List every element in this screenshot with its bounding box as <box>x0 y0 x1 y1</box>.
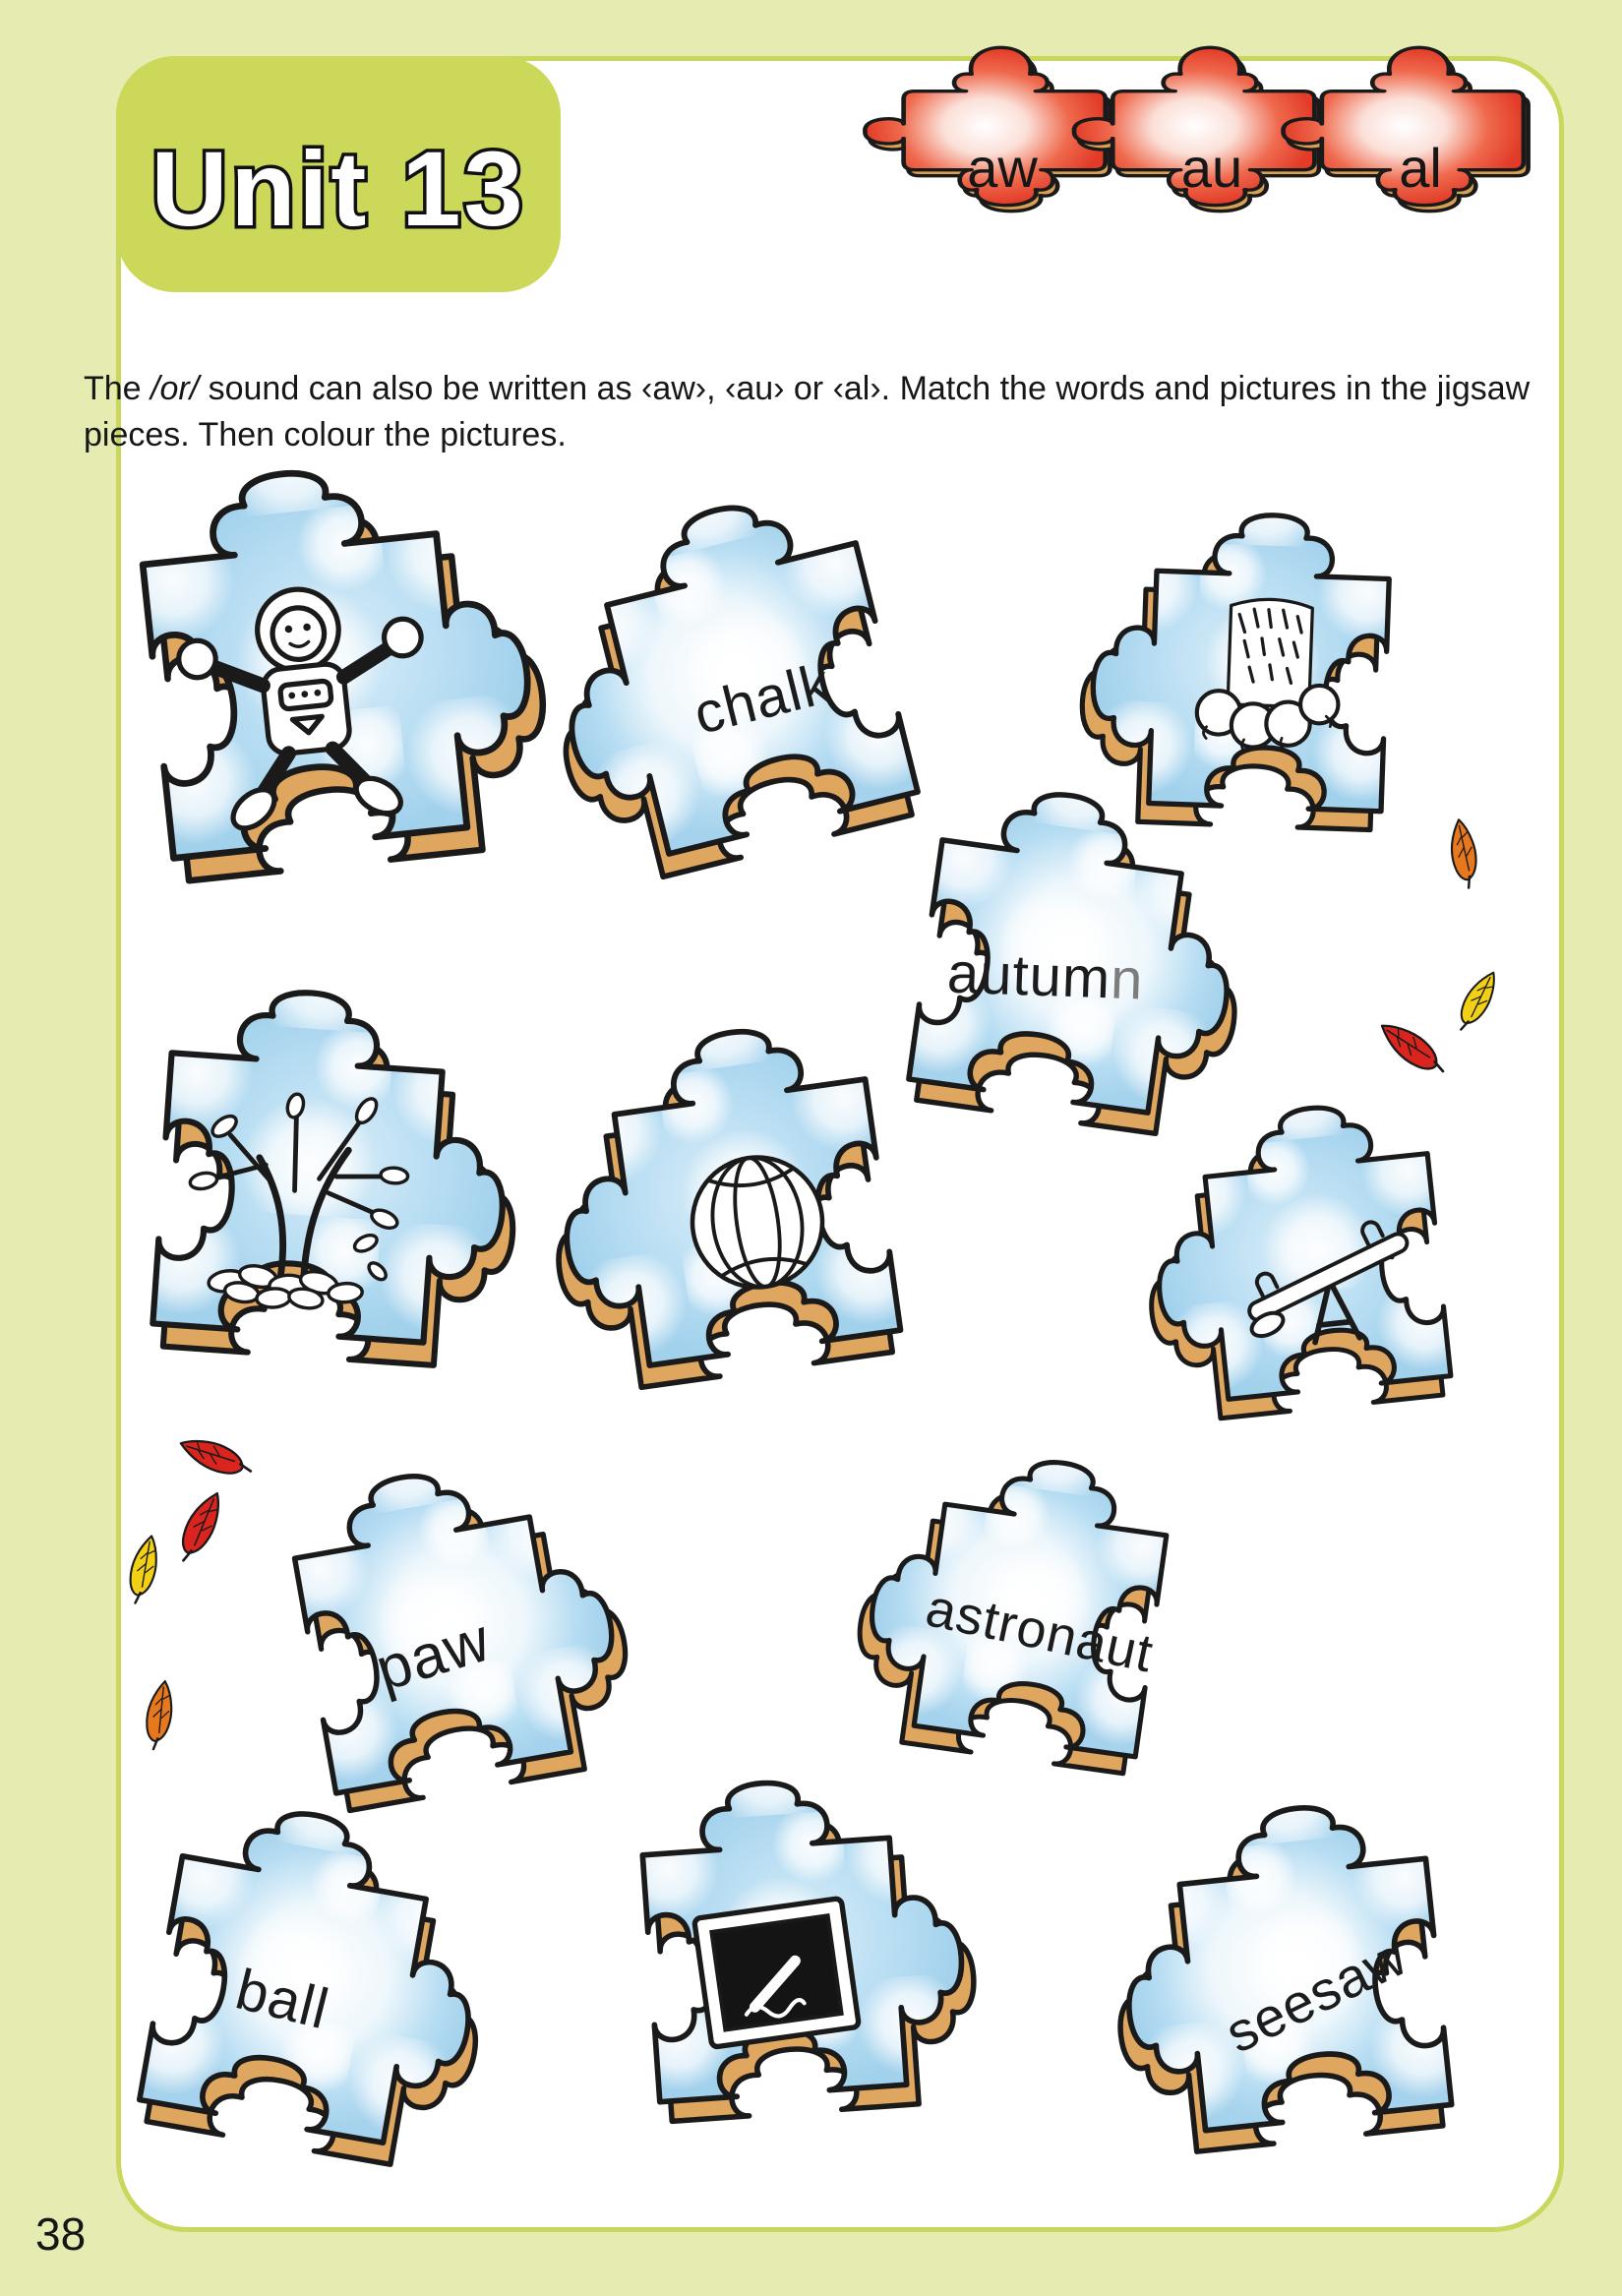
puzzle-piece-seesaw-picture[interactable] <box>1109 1072 1548 1481</box>
piece-word-label: autumn <box>945 940 1145 1012</box>
seesaw-icon <box>1109 1072 1548 1481</box>
digraph-label-al: al <box>1399 137 1442 199</box>
instructions-segment: sound can also be written as ‹aw›, ‹au› or ‹al›. Match the words and pictures in the jigsaw pieces. Then colour the pictures. <box>84 370 1531 453</box>
piece-word-label: chalk <box>688 650 837 747</box>
puzzle-piece-astronaut-picture[interactable] <box>34 428 574 964</box>
digraph-label-au: au <box>1180 137 1243 199</box>
puzzle-piece-seesaw-word[interactable] <box>1086 1770 1544 2219</box>
page-number: 38 <box>35 2208 87 2260</box>
chalkboard-with-chalk-icon <box>556 1737 993 2203</box>
puzzle-piece-autumn-tree-picture[interactable] <box>49 958 547 1437</box>
puzzle-piece-ball-word[interactable] <box>31 1761 533 2239</box>
instructions <box>84 366 1564 458</box>
puzzle-piece-chalk-picture[interactable] <box>556 1737 993 2203</box>
instructions-segment: The <box>84 370 151 407</box>
unit-title: Unit 13 <box>150 129 526 248</box>
piece-word-label: ball <box>229 1957 336 2042</box>
astronaut-icon <box>34 428 574 964</box>
beach-ball-icon <box>510 985 1006 1460</box>
piece-word-label: paw <box>368 1605 498 1705</box>
piece-word-label: seesaw <box>1215 1924 1416 2065</box>
sound-notation: /or/ <box>150 370 200 407</box>
puzzle-piece-ball-picture[interactable] <box>510 985 1006 1460</box>
digraph-label-aw: aw <box>967 137 1038 199</box>
piece-word-label: astronaut <box>921 1577 1160 1684</box>
digraph-strip <box>858 35 1536 212</box>
unit-banner <box>116 56 561 292</box>
silent-letter: n <box>1109 946 1145 1012</box>
bare-tree-fallen-leaves-icon <box>49 958 547 1437</box>
